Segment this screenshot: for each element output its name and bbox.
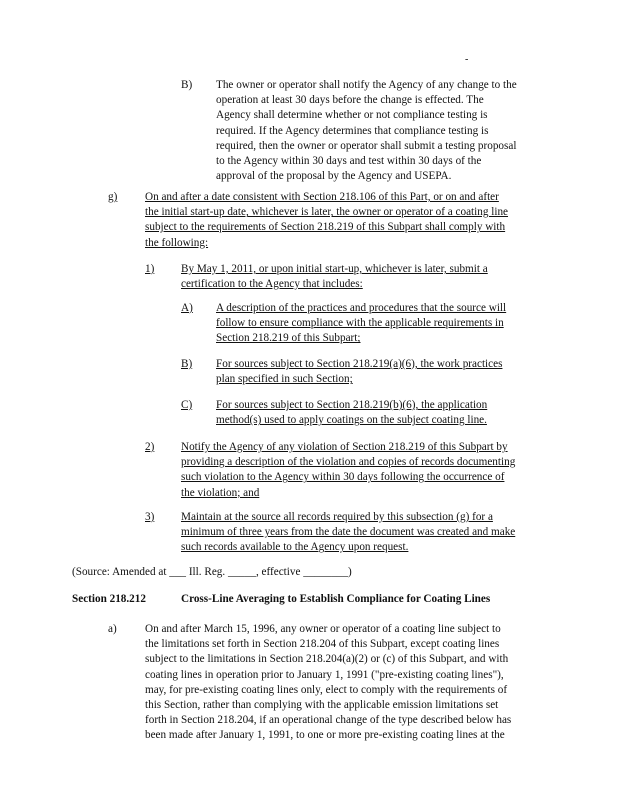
- paragraph-g2: [181, 440, 515, 501]
- text-line: plan specified in such Section;: [216, 373, 353, 386]
- paragraph-g1: [181, 262, 488, 292]
- section-title: Cross-Line Averaging to Establish Compliance for Coating Lines: [181, 593, 491, 605]
- paragraph-g3: [181, 510, 515, 556]
- text-line: coating lines in operation prior to January 1, 1991 ("pre-existing coating lines"),: [145, 668, 504, 681]
- item-label-g1b: B): [181, 358, 193, 370]
- item-label-g1: 1): [145, 263, 155, 275]
- text-line: such records available to the Agency upon request.: [181, 541, 409, 554]
- text-line: subject to the requirements of Section 218.219 of this Subpart shall comply with: [145, 221, 506, 234]
- text-line: On and after March 15, 1996, any owner or operator of a coating line subject to: [145, 623, 501, 635]
- text-line: method(s) used to apply coatings on the subject coating line.: [216, 414, 487, 427]
- text-line: may, for pre-existing coating lines only, elect to comply with the requirements of: [145, 683, 508, 696]
- text-line: The owner or operator shall notify the Agency of any change to the: [216, 79, 517, 91]
- corner-mark: -: [465, 54, 469, 65]
- text-line: the limitations set forth in Section 218.204 of this Subpart, except coating lines: [145, 638, 500, 651]
- section-number: Section 218.212: [72, 593, 146, 605]
- text-line: to the Agency within 30 days and test within 30 days of the: [216, 155, 482, 168]
- text-line: the initial start-up date, whichever is later, the owner or operator of a coating line: [145, 206, 509, 219]
- item-label-g1c: C): [181, 399, 193, 411]
- text-line: minimum of three years from the date the document was created and make: [181, 526, 516, 539]
- item-label-g1a: A): [181, 302, 193, 314]
- text-line: been made after January 1, 1991, to one or more pre-existing coating lines at the: [145, 729, 505, 742]
- text-line: such violation to the Agency within 30 days following the occurrence of: [181, 471, 505, 484]
- text-line: subject to the limitations in Section 218.204(a)(2) or (c) of this Subpart, and with: [145, 653, 509, 666]
- text-line: the violation; and: [181, 486, 260, 499]
- text-line: approval of the proposal by the Agency and USEPA.: [216, 170, 452, 183]
- item-label-g: g): [108, 191, 118, 203]
- text-line: providing a description of the violation and copies of records documenting: [181, 456, 516, 469]
- text-line: certification to the Agency that includes:: [181, 278, 363, 291]
- item-label-g3: 3): [145, 511, 155, 523]
- item-label-b: B): [181, 79, 193, 91]
- paragraph-b: [216, 78, 517, 184]
- paragraph-g: [145, 190, 508, 251]
- text-line: Notify the Agency of any violation of Section 218.219 of this Subpart by: [181, 441, 508, 453]
- text-line: the following:: [145, 236, 209, 249]
- text-line: required, then the owner or operator shall submit a testing proposal: [216, 139, 517, 152]
- source-note: (Source: Amended at ___ Ill. Reg. _____, effective ________): [72, 566, 352, 578]
- paragraph-g1c: [216, 398, 487, 428]
- text-line: Section 218.219 of this Subpart;: [216, 332, 361, 345]
- text-line: operation at least 30 days before the change is effected. The: [216, 94, 484, 107]
- text-line: Agency shall determine whether or not compliance testing is: [216, 109, 488, 122]
- paragraph-g1a: [216, 301, 506, 347]
- paragraph-g1b: [216, 357, 502, 387]
- text-line: For sources subject to Section 218.219(a)(6), the work practices: [216, 358, 503, 370]
- paragraph-a: [145, 622, 511, 744]
- text-line: this Section, rather than complying with the applicable emission limitations set: [145, 699, 499, 712]
- text-line: Maintain at the source all records required by this subsection (g) for a: [181, 511, 493, 523]
- text-line: follow to ensure compliance with the applicable requirements in: [216, 317, 504, 330]
- item-label-g2: 2): [145, 441, 155, 453]
- text-line: forth in Section 218.204, if an operational change of the type described below has: [145, 714, 512, 727]
- text-line: By May 1, 2011, or upon initial start-up, whichever is later, submit a: [181, 263, 488, 275]
- text-line: On and after a date consistent with Section 218.106 of this Part, or on and after: [145, 191, 499, 203]
- item-label-a: a): [108, 623, 117, 635]
- text-line: A description of the practices and procedures that the source will: [216, 302, 507, 314]
- text-line: required. If the Agency determines that compliance testing is: [216, 124, 489, 137]
- text-line: For sources subject to Section 218.219(b)(6), the application: [216, 399, 488, 411]
